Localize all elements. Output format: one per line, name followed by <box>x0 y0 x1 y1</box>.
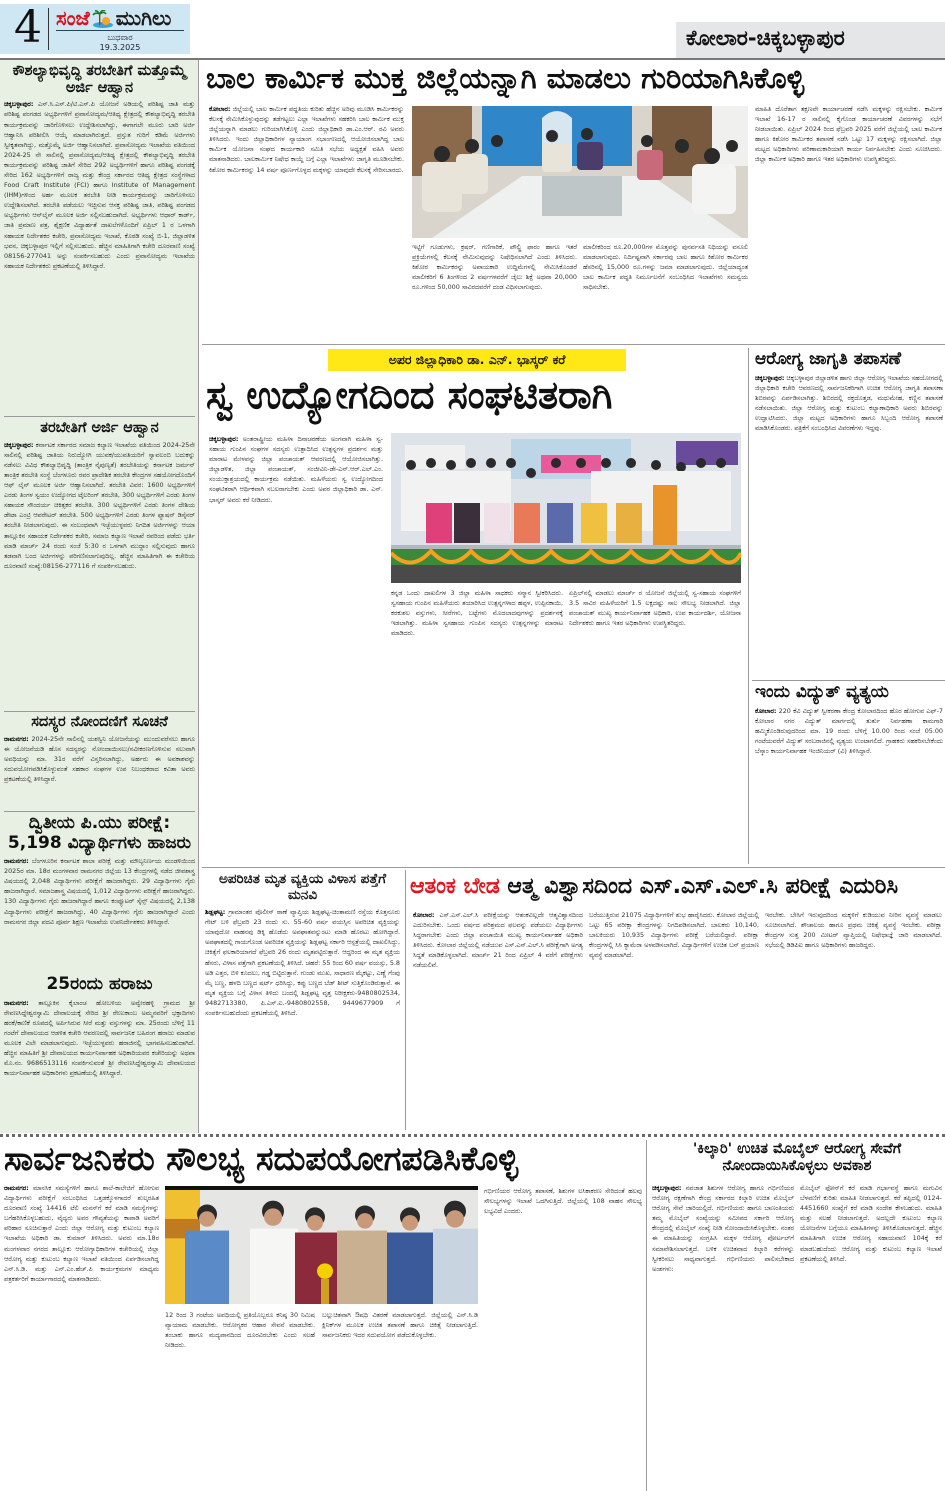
story-dateline: ಚಿಕ್ಕಬಳ್ಳಾಪುರ: <box>652 1184 682 1192</box>
sslc-column-1 <box>413 910 583 1126</box>
story-headline[interactable]: ಕೌಶಲ್ಯಾಭಿವೃದ್ಧಿ ತರಬೇತಿಗೆ ಮತ್ತೊಮ್ಮೆ ಅರ್ಜಿ ಆಹ್ವಾನ <box>12 63 187 96</box>
story-body <box>755 706 943 856</box>
public-facility-headline[interactable]: ಸಾರ್ವಜನಿಕರು ಸೌಲಭ್ಯ ಸದುಪಯೋಗಪಡಿಸಿಕೊಳ್ಳಿ <box>4 1139 519 1178</box>
story-dateline: ಚಿಕ್ಕಬಳ್ಳಾಪುರ: <box>209 435 239 443</box>
paper-name-part2: ಮುಗಿಲು <box>115 6 172 30</box>
masthead <box>0 0 945 58</box>
story-column-3: ಏಪ್ರಿಲ್‌ನಲ್ಲಿ ಮಾಡಲು ಮಾರ್ಚ್ ರ ಯೋಜನೆ ಜಿಲ್ಲೆಯಲ್ಲಿ ಸ್ವ-ಸಹಾಯ ಸಂಘಗಳಿಗೆ 3.5 ಸಾವಿರ ಮಹಿಳೆಯರಿಗೆ 1.5 ಲಕ್ಷದಷ್ಟು ಸಾಲ ಸೌಲಭ್ಯ ನೀಡಲಾಗಿದೆ. ಜಿಲ್ಲಾ ಪಂಚಾಯತ್ ಮುಖ್ಯ ಕಾರ್ಯನಿರ್ವಾಹಕ ಅಧಿಕಾರಿ, ಉಪ ಕಾರ್ಯದರ್ಶಿ, ಯೋಜನಾ ನಿರ್ದೇಶಕರು ಹಾಗೂ ಇತರ ಅಧಿಕಾರಿಗಳು ಉಪಸ್ಥಿತರಿದ್ದರು. <box>569 589 741 628</box>
story-dateline: ಶಿಡ್ಲಘಟ್ಟ: <box>205 908 226 917</box>
issue-day: ಬುಧವಾರ <box>107 33 133 42</box>
story-body <box>4 440 195 718</box>
story-text: ಗ್ರಾಮಾಂತರ ಪೊಲೀಸ್ ಠಾಣೆ ವ್ಯಾಪ್ತಿಯ ಶಿಡ್ಲಘಟ್ಟ-ಚಿಂತಾಮಣಿ ರಸ್ತೆಯ ಕೊತ್ತನೂರು ಗೇಟ್ ಬಳಿ ಫೆಬ್ರವರಿ 23 ರಂದು ಸು. 55-60 ವರ್ಷ ವಯಸ್ಸಿನ ಅಪರಿಚಿತ ವ್ಯಕ್ತಿಯನ್ನು ಯಾವುದೋ ವಾಹನವು ಡಿಕ್ಕಿ ಹೊಡೆದು ಅಪಘಾತವನ್ನುಂಟು ಮಾಡಿ ಹೊರಟು ಹೋಗಿದ್ದಾರೆ. ಅಪಘಾತದಲ್ಲಿ ಗಾಯಗೊಂಡ ಅಪರಿಚಿತ ವ್ಯಕ್ತಿಯನ್ನು ಶಿಡ್ಲಘಟ್ಟ ಸರ್ಕಾರಿ ಆಸ್ಪತ್ರೆಯಲ್ಲಿ ದಾಖಲಿಸಿದ್ದು, ಚಿಕಿತ್ಸೆಗೆ ಫಲಕಾರಿಯಾಗದೆ ಫೆಬ್ರವರಿ 26 ರಂದು ಮೃತಪಟ್ಟಿರುತ್ತಾರೆ. ಆದ್ದರಿಂದ ಈ ಮೃತ ವ್ಯಕ್ತಿಯ ಹೆಸರು, ವಿಳಾಸ ಪತ್ತೆಗಾಗಿ ಪ್ರಕಟಣೆಯಲ್ಲಿ ತಿಳಿಸಿದೆ. ಚಹರೆ: 55 ರಿಂದ 60 ವರ್ಷ ವಯಸ್ಸು, 5.8 ಅಡಿ ಎತ್ತರ, ಬಿಳಿ ಕೂದಲು, ಗಡ್ಡ ಬಿಟ್ಟಿರುತ್ತಾನೆ. ಗುಂಡು ಮುಖ, ಸಾಧಾರಣ ಮೈಕಟ್ಟು, ಎಣ್ಣೆ ಗೆಂಪು ಮೈ ಬಣ್ಣ, ಹಳದಿ ಬಣ್ಣದ ಷರ್ಟ್ ಧರಿಸಿದ್ದು, ಕಪ್ಪು ಬಣ್ಣದ ಬೆಡ್ ಶೀಟ್ ಸುತ್ತಿಕೊಂಡಿರುತ್ತಾನೆ. ಈ ಮೃತ ವ್ಯಕ್ತಿಯ ಬಗ್ಗೆ ವಿಳಾಸ ತಿಳಿದು ಬಂದಲ್ಲಿ ಶಿಡ್ಲಘಟ್ಟ ವೃತ್ತ ನಿರೀಕ್ಷಕರು-9480802534, 9482713380, ಪಿ.ಎಸ್.ಐ.-9480802558, 9449677909 ಗೆ ಸಂಪರ್ಕಿಸಬಹುದೆಂದು ಪ್ರಕಟಣೆಯಲ್ಲಿ ತಿಳಿಸಿದೆ. <box>205 908 400 1017</box>
story-text: ತಾಲ್ಲೂಕಿನ ಕೈಲಾಂಚ ಹೋಬಳಿಯ ಅವ್ವೇರಹಳ್ಳಿ ಗ್ರಾಮದ ಶ್ರೀ ರೇವಣಸಿದ್ದೇಶ್ವರಸ್ವಾಮಿ ದೇವಾಲಯಕ್ಕೆ ಸೇರಿದ ಶ್ರೀ ರೇಣುಕಾಂಬ ಅಮ್ಮನವರಿಗೆ ಭಕ್ತಾದಿಗಳು ಹರಕೆ/ಕಾಣಿಕೆ ರೂಪದಲ್ಲಿ ಅರ್ಪಿಸಿರುವ ಸೀರೆ ಮತ್ತು ವಸ್ತುಗಳನ್ನು ಮಾ. 25ರಂದು ಬೆಳಿಗ್ಗೆ 11 ಗಂಟೆಗೆ ದೇವಾಲಯದ ಆಡಳಿತ ಕಚೇರಿ ಆವರಣದಲ್ಲಿ ಸಾರ್ವಜನಿಕ ಬಹಿರಂಗ ಹರಾಜು ಮಾಡುವ ಮೂಲಕ ವಿಲೇ ಮಾಡಲಾಗುವುದು. ಇಚ್ಛೆಯುಳ್ಳವರು ಹರಾಜಿನಲ್ಲಿ ಭಾಗವಹಿಸಬಹುದಾಗಿದೆ. ಹೆಚ್ಚಿನ ಮಾಹಿತಿಗೆ ಶ್ರೀ ದೇವಾಲಯದ ಕಾರ್ಯನಿರ್ವಾಹಕ ಅಧಿಕಾರಿಯವರ ಕಚೇರಿಯನ್ನು ಅಥವಾ ಮೊ.ನಂ. 9686513116 ಸಂಪರ್ಕಿಸುವಂತೆ ಶ್ರೀ ರೇವಣಸಿದ್ದೇಶ್ವರಸ್ವಾಮಿ ದೇವಾಲಯದ ಕಾರ್ಯನಿರ್ವಾಹಕ ಅಧಿಕಾರಿಗಳು ಪ್ರಕಟಣೆಯಲ್ಲಿ ತಿಳಿಸಿದ್ದಾರೆ. <box>4 998 195 1078</box>
newspaper-logo[interactable] <box>56 6 171 30</box>
inauguration-image <box>165 1190 478 1304</box>
divider <box>748 348 749 864</box>
sidebar-story-training-application <box>4 420 195 718</box>
story-dateline: ಕೋಲಾರ: <box>413 911 435 919</box>
power-outage-story <box>755 683 943 856</box>
sslc-column-3: ಇರಬೇಕು. ಬೇಸಿಗೆ ಇರುವುದರಿಂದ ಮಕ್ಕಳಿಗೆ ಕುಡಿಯುವ ನೀರಿನ ವ್ಯವಸ್ಥೆ ಮಾಡಲು ಸೂಚಿಸಲಾಗಿದೆ. ಶೌಚಾಲಯ ಹಾಗೂ ಪ್ರಥಮ ಚಿಕಿತ್ಸೆ ವ್ಯವಸ್ಥೆ ಇರಬೇಕು. ಪರೀಕ್ಷಾ ಕೇಂದ್ರಗಳ ಸುತ್ತ 200 ಮೀಟರ್ ವ್ಯಾಪ್ತಿಯಲ್ಲಿ ನಿಷೇಧಾಜ್ಞೆ ಜಾರಿ ಮಾಡಲಾಗಿದೆ. ಸಭೆಯಲ್ಲಿ ಡಿಡಿಪಿಐ ಹಾಗೂ ಅಧಿಕಾರಿಗಳು ಹಾಜರಿದ್ದರು. <box>765 911 942 950</box>
story-headline[interactable]: ಇಂದು ವಿದ್ಯುತ್ ವ್ಯತ್ಯಯ <box>755 682 889 702</box>
story-dateline: ಕೋಲಾರ: <box>755 706 777 715</box>
story-column-2: ಕನ್ನಡ ಒಂದು ದಾಖಲಿಗಳ 3 ಜಿಲ್ಲಾ ಮಹಿಳಾ ಸಾಧಕರು ಸನ್ಮಾನ ಸ್ವೀಕರಿಸಿದರು. ಸ್ವಸಹಾಯ ಗುಂಪಿನ ಮಹಿಳೆಯರು ತಯಾರಿಸಿದ ಉತ್ಪನ್ನಗಳಾದ ಹಪ್ಪಳ, ಉಪ್ಪಿನಕಾಯಿ, ಕರಕುಶಲ ವಸ್ತುಗಳು, ಸೀರೆಗಳು, ಬಟ್ಟೆಗಳು ಮೊದಲಾದವುಗಳನ್ನು ಪ್ರದರ್ಶನಕ್ಕೆ ಇಡಲಾಗಿತ್ತು. ಮಹಿಳಾ ಸ್ವಸಹಾಯ ಗುಂಪಿನ ಸದಸ್ಯರು ಉತ್ಪನ್ನಗಳನ್ನು ಮಾರಾಟ ಮಾಡಿದರು. <box>391 589 563 638</box>
story-dateline: ಚಿಕ್ಕಬಳ್ಳಾಪುರ: <box>4 440 34 449</box>
region-title: ಕೋಲಾರ-ಚಿಕ್ಕಬಳ್ಳಾಪುರ <box>686 26 845 50</box>
lead-story-column-1 <box>209 104 404 342</box>
sidebar-story-auction <box>4 975 195 1128</box>
unknown-body-story <box>205 872 400 1087</box>
divider <box>4 811 195 812</box>
lead-story-column-4: ಮಾಹಿತಿ ದೊರೆತಾಗ ತಕ್ಷಣವೇ ಕಾರ್ಯಾಚರಣೆ ನಡೆಸಿ ಮಕ್ಕಳನ್ನು ರಕ್ಷಿಸಬೇಕು. ಕಾರ್ಮಿಕ ಇಲಾಖೆ 16-17 ರ ಸಾಲಿನಲ್ಲಿ ಕೈಗೊಂಡ ಕಾರ್ಯಾಚರಣೆ ವಿವರಗಳನ್ನು ಸಭೆಗೆ ನೀಡಲಾಯಿತು. ಏಪ್ರಿಲ್ 2024 ರಿಂದ ಫೆಬ್ರವರಿ 2025 ವರೆಗೆ ಜಿಲ್ಲೆಯಲ್ಲಿ ಬಾಲ ಕಾರ್ಮಿಕ ಹಾಗೂ ಕಿಶೋರ ಕಾರ್ಮಿಕರ ತಪಾಸಣೆ ನಡೆಸಿ ಒಟ್ಟು 17 ಮಕ್ಕಳನ್ನು ರಕ್ಷಿಸಲಾಗಿದೆ. ಜಿಲ್ಲಾ ಮಟ್ಟದ ಅಧಿಕಾರಿಗಳು ಪರಿಣಾಮಕಾರಿಯಾಗಿ ಕಾರ್ಯ ನಿರ್ವಹಿಸಬೇಕು ಎಂದು ಸೂಚಿಸಿದರು. ಜಿಲ್ಲಾ ಕಾರ್ಮಿಕ ಅಧಿಕಾರಿ ಹಾಗೂ ಇತರ ಅಧಿಕಾರಿಗಳು ಉಪಸ್ಥಿತರಿದ್ದರು. <box>755 105 942 164</box>
divider <box>646 1140 647 1491</box>
story-dateline: ರಾಮನಗರ: <box>4 998 29 1007</box>
sidebar-story-skill-training <box>4 63 195 414</box>
women-group-photo <box>391 433 741 583</box>
divider <box>4 416 195 417</box>
lamp-lighting-photo <box>165 1186 478 1304</box>
masthead-divider <box>48 8 49 50</box>
page-number: 4 <box>14 2 42 53</box>
lead-story <box>206 62 945 95</box>
kicker-banner: ಅಪರ ಜಿಲ್ಲಾಧಿಕಾರಿ ಡಾ. ಎನ್. ಭಾಸ್ಕರ್ ಕರೆ <box>328 349 626 371</box>
story-text: ಮಾನಸಿಕ ಸಮಸ್ಯೆಗಳಿಗೆ ಹಾಗೂ ಶಾಲೆ-ಕಾಲೇಜಿಗೆ ಹೋಗುವ ವಿದ್ಯಾರ್ಥಿಗಳು ಪರೀಕ್ಷೆಗೆ ಸಂಬಂಧಿಸಿದ ಒತ್ತಡಕ್ಕೊಳಗಾದರೆ ಶುಲ್ಕರಹಿತ ದೂರವಾಣಿ ಸಂಖ್ಯೆ 14416 ಟೆಲಿ ಮನಸ್‌ಗೆ ಕರೆ ಮಾಡಿ ಸಮಸ್ಯೆಗಳನ್ನು ಬಗೆಹರಿಸಿಕೊಳ್ಳಬಹುದು, ವೈದ್ಯರು ಅವರ ಗೌಪ್ಯತೆಯನ್ನು ಕಾಪಾಡಿ ಅವರಿಗೆ ಪರಿಹಾರ ಸೂಚಿಸುತ್ತಾರೆ ಎಂದು ಜಿಲ್ಲಾ ಆರೋಗ್ಯ ಮತ್ತು ಕುಟುಂಬ ಕಲ್ಯಾಣ ಇಲಾಖೆಯ ಅಧಿಕಾರಿ ಡಾ. ಕುಮಾರ್ ತಿಳಿಸಿದರು. ಅವರು ಮಾ.18ರ ಮಂಗಳವಾರ ನಗರದ ತಾಲ್ಲೂಕು ಆರೋಗ್ಯಾಧಿಕಾರಿಗಳ ಕಚೇರಿಯಲ್ಲಿ ಜಿಲ್ಲಾ ಆರೋಗ್ಯ ಮತ್ತು ಕುಟುಂಬ ಕಲ್ಯಾಣ ಇಲಾಖೆ ವತಿಯಿಂದ ಏರ್ಪಡಿಸಲಾಗಿದ್ದ ಎನ್.ಸಿ.ಡಿ. ಮತ್ತು ಎನ್.ಎಂ.ಹೆಚ್.ಪಿ ಕಾರ್ಯಕ್ರಮಗಳ ಮಾಧ್ಯಮ ಪತ್ರಕರ್ತರಿಗೆ ಕಾರ್ಯಾಗಾರದಲ್ಲಿ ಮಾತನಾಡಿದರು. <box>4 1184 159 1283</box>
divider <box>4 711 195 712</box>
divider <box>752 680 945 681</box>
lead-headline[interactable]: ಬಾಲ ಕಾರ್ಮಿಕ ಮುಕ್ತ ಜಿಲ್ಲೆಯನ್ನಾಗಿ ಮಾಡಲು ಗುರಿಯಾಗಿಸಿಕೊಳ್ಳಿ <box>206 61 805 95</box>
divider <box>405 870 406 1130</box>
story-text: 220 ಕೆವಿ ವಿದ್ಯುತ್ ಸ್ವೀಕರಣಾ ಕೇಂದ್ರ ಕೋಲಾರದಿಂದ ಹೊರ ಹೋಗುವ ಎಫ್-7 ಕೋಲಾರ ನಗರ ವಿದ್ಯುತ್ ಮಾರ್ಗದಲ್ಲಿ ತುರ್ತು ನಿರ್ವಹಣಾ ಕಾಮಗಾರಿ ಹಮ್ಮಿಕೊಂಡಿರುವುದರಿಂದ ಮಾ. 19 ರಂದು ಬೆಳಿಗ್ಗೆ 10.00 ರಿಂದ ಸಂಜೆ 05.00 ಗಂಟೆಯವರೆಗೆ ವಿದ್ಯುತ್ ಸರಬರಾಜಿನಲ್ಲಿ ವ್ಯತ್ಯಯ ಉಂಟಾಗಲಿದೆ. ಗ್ರಾಹಕರು ಸಹಕರಿಸಬೇಕೆಂದು ಬೆಸ್ಕಾಂ ಕಾರ್ಯನಿರ್ವಾಹಕ ಇಂಜಿನಿಯರ್ (ವಿ) ತಿಳಿಸಿದ್ದಾರೆ. <box>755 706 943 755</box>
meeting-photo <box>412 106 748 238</box>
health-awareness-story <box>755 350 943 673</box>
story-text: ಬೆಂಗಳೂರಿನ ಕರ್ನಾಟಕ ಶಾಲಾ ಪರೀಕ್ಷೆ ಮತ್ತು ಮೌಲ್ಯನಿರ್ಣಯ ಮಂಡಳಿಯಿಂದ 2025ರ ಮಾ. 18ರ ಮಂಗಳವಾರ ರಾಮನಗರ ಜಿಲ್ಲೆಯ 13 ಕೇಂದ್ರಗಳಲ್ಲಿ ನಡೆದ ಜೀವಶಾಸ್ತ್ರ ವಿಷಯದಲ್ಲಿ 2,048 ವಿದ್ಯಾರ್ಥಿಗಳು ಪರೀಕ್ಷೆಗೆ ಹಾಜರಾಗಿದ್ದರು. 29 ವಿದ್ಯಾರ್ಥಿಗಳು ಗೈರು ಹಾಜರಾಗಿದ್ದಾರೆ. ಸಮಾಜಶಾಸ್ತ್ರ ವಿಷಯದಲ್ಲಿ 1,012 ವಿದ್ಯಾರ್ಥಿಗಳು ಪರೀಕ್ಷೆಗೆ ಹಾಜರಾಗಿದ್ದರು. 130 ವಿದ್ಯಾರ್ಥಿಗಳು ಗೈರು ಹಾಜರಾಗಿದ್ದಾರೆ ಹಾಗೂ ಕಂಪ್ಯೂಟರ್ ಸೈನ್ಸ್ ವಿಷಯದಲ್ಲಿ 2,138 ವಿದ್ಯಾರ್ಥಿಗಳು ಪರೀಕ್ಷೆಗೆ ಹಾಜರಾಗಿದ್ದು, 40 ವಿದ್ಯಾರ್ಥಿಗಳು ಗೈರು ಹಾಜರಾಗಿದ್ದಾರೆ ಎಂದು ರಾಮನಗರ ಜಿಲ್ಲಾ ಪದವಿ ಪೂರ್ವ ಶಿಕ್ಷಣ ಇಲಾಖೆಯ ಉಪನಿರ್ದೇಶಕರು ತಿಳಿಸಿದ್ದಾರೆ. <box>4 857 195 926</box>
palm-tree-sunset-icon <box>92 10 114 28</box>
story-text: 2024-25ನೇ ಸಾಲಿನಲ್ಲಿ ಯಶಸ್ವಿನಿ ಯೋಜನೆಯನ್ನು ಮುಂದುವರೆಸಲು ಹಾಗೂ ಈ ಯೋಜನೆಯಡಿ ಹೊಸ ಸದಸ್ಯರನ್ನು ನೋಂದಾಯಿಸಲು/ನವೀಕರಣಗೊಳಿಸುವ ಸಲುವಾಗಿ ಅವಧಿಯನ್ನು ಮಾ. 31ರ ವರೆಗೆ ವಿಸ್ತರಿಸಲಾಗಿದ್ದು, ಅರ್ಹರು ಈ ಅವಕಾಶವನ್ನು ಸದುಪಯೋಗಪಡಿಸಿಕೊಳ್ಳುವಂತೆ ಸಹಕಾರ ಸಂಘಗಳ ಉಪ ನಿಬಂಧಕರಾದ ಕವಿತಾ ಅವರು ಪ್ರಕಟಣೆಯಲ್ಲಿ ತಿಳಿಸಿದ್ದಾರೆ. <box>4 734 195 784</box>
story-text: ಎಸ್.ಎಸ್.ಎಲ್.ಸಿ ಪರೀಕ್ಷೆಯನ್ನು ಆತಂಕವಿಲ್ಲದೇ ಆತ್ಮವಿಶ್ವಾಸದಿಂದ ಎದುರಿಸಬೇಕು. ಒಂದು ವರ್ಷದ ಪರಿಶ್ರಮದ ಫಲವನ್ನು ಪಡೆಯಲು ವಿದ್ಯಾರ್ಥಿಗಳು ಸಿದ್ಧರಾಗಬೇಕು ಎಂದು ಜಿಲ್ಲಾ ಪಂಚಾಯಿತಿ ಮುಖ್ಯ ಕಾರ್ಯನಿರ್ವಾಹಕ ಅಧಿಕಾರಿ ತಿಳಿಸಿದರು. ಕೋಲಾರ ಜಿಲ್ಲೆಯಲ್ಲಿ ನಡೆಯುವ ಎಸ್.ಎಸ್.ಎಲ್.ಸಿ ಪರೀಕ್ಷೆಗಾಗಿ ಅಗತ್ಯ ಸಿದ್ಧತೆ ಮಾಡಿಕೊಳ್ಳಲಾಗಿದೆ. ಮಾರ್ಚ್ 21 ರಿಂದ ಏಪ್ರಿಲ್ 4 ವರೆಗೆ ಪರೀಕ್ಷೆಗಳು ನಡೆಯಲಿವೆ. <box>413 911 583 970</box>
story-headline[interactable]: 25ರಂದು ಹರಾಜು <box>46 974 153 994</box>
story-headline[interactable]: ದ್ವಿತೀಯ ಪಿ.ಯು ಪರೀಕ್ಷೆ: 5,198 ವಿದ್ಯಾರ್ಥಿಗಳು ಹಾಜರು <box>7 813 192 853</box>
story-body <box>4 734 195 814</box>
story-text: ಜಿಲ್ಲೆಯಲ್ಲಿ ಬಾಲ ಕಾರ್ಮಿಕ ಪದ್ಧತಿಯ ಕುರಿತು ಹೆಚ್ಚಿನ ಅರಿವು ಮೂಡಿಸಿ ಕಾರ್ಮಿಕರನ್ನು ಕೆಲಸಕ್ಕೆ ನೇಮಿಸಿಕೊಳ್ಳುವುದನ್ನು ತಡೆಗಟ್ಟಲು ಎಲ್ಲಾ ಇಲಾಖೆಗಳು ಸಹಕರಿಸಿ ಬಾಲ ಕಾರ್ಮಿಕ ಮುಕ್ತ ಜಿಲ್ಲೆಯನ್ನಾಗಿ ಮಾಡಲು ಗುರಿಯಾಗಿಸಿಕೊಳ್ಳಿ ಎಂದು ಜಿಲ್ಲಾಧಿಕಾರಿ ಡಾ.ಎಂ.ಆರ್. ರವಿ ಅವರು ತಿಳಿಸಿದರು. ಇಂದು ಜಿಲ್ಲಾಧಿಕಾರಿಗಳ ನ್ಯಾಯಾಂಗ ಸಭಾಂಗಣದಲ್ಲಿ ಆಯೋಜಿಸಲಾಗಿದ್ದ ಬಾಲ ಕಾರ್ಮಿಕ ಯೋಜನಾ ಸಂಘದ ಕಾರ್ಯಕಾರಿ ಸಮಿತಿ ಸಭೆಯ ಅಧ್ಯಕ್ಷತೆ ವಹಿಸಿ ಅವರು ಮಾತನಾಡಿದರು. ಬಾಲಕಾರ್ಮಿಕ ನಿಷೇಧ ಕಾಯ್ದೆ ಬಗ್ಗೆ ಎಲ್ಲಾ ಇಲಾಖೆಗಳು ಜಾಗೃತಿ ಮೂಡಿಸಬೇಕು. ಕಿಶೋರ ಕಾರ್ಮಿಕರನ್ನು 14 ವರ್ಷ ಪೂರ್ಣಗೊಳ್ಳದ ಮಕ್ಕಳನ್ನು ಯಾವುದೇ ಕೆಲಸಕ್ಕೆ ಸೇರಿಸಬಾರದು. <box>209 105 404 174</box>
divider <box>202 867 945 868</box>
story-dateline: ಚಿಕ್ಕಬಳ್ಳಾಪುರ: <box>755 373 785 382</box>
lead-story-column-2: ಇಟ್ಟಿಗೆ ಗೂಡುಗಳು, ಕ್ರಷರ್, ಗಣಿಗಾರಿಕೆ, ಪೌಲ್ಟ್ರಿ ಫಾರಂ ಹಾಗೂ ಇತರೆ ಪ್ರಕ್ರಿಯೆಗಳಲ್ಲಿ ಕೆಲಸಕ್ಕೆ ನೇಮಿಸುವುದನ್ನು ನಿಷೇಧಿಸಲಾಗಿದೆ ಎಂದು ತಿಳಿಸಿದರು. ಕಿಶೋರ ಕಾರ್ಮಿಕರನ್ನು ಅಪಾಯಕಾರಿ ಉದ್ದಿಮೆಗಳಲ್ಲಿ ನೇಮಿಸಿಕೊಂಡರೆ ಮಾಲೀಕರಿಗೆ 6 ತಿಂಗಳಿಂದ 2 ವರ್ಷಗಳವರೆಗೆ ಜೈಲು ಶಿಕ್ಷೆ ಅಥವಾ 20,000 ರೂ.ಗಳಿಂದ 50,000 ಸಾವಿರದವರೆಗೆ ದಂಡ ವಿಧಿಸಲಾಗುವುದು. <box>412 243 577 292</box>
facility-column-3: ಬಲ್ಲುಚಿತವಾಗಿ ಔಷಧಿ ವಿತರಣೆ ಮಾಡಲಾಗುತ್ತದೆ. ಜಿಲ್ಲೆಯಲ್ಲಿ ಎನ್.ಸಿ.ಡಿ ಕ್ಲಿನಿಕ್‌ಗಳ ಮೂಲಕ ಉಚಿತ ತಪಾಸಣೆ ಹಾಗೂ ಚಿಕಿತ್ಸೆ ನೀಡಲಾಗುತ್ತಿದೆ. ಸಾರ್ವಜನಿಕರು ಇದರ ಸದುಪಯೋಗ ಪಡೆದುಕೊಳ್ಳಬೇಕು. <box>322 1311 478 1340</box>
headline-red-part: ಆತಂಕ ಬೇಡ <box>410 874 500 899</box>
story-body <box>755 373 943 673</box>
issue-date: 19.3.2025 <box>99 43 141 52</box>
divider <box>202 344 945 345</box>
story-headline[interactable]: ಸ್ವ ಉದ್ಯೋಗದಿಂದ ಸಂಘಟಿತರಾಗಿ <box>206 373 613 417</box>
story-body <box>205 907 400 1087</box>
felicitation-event-image <box>391 433 741 583</box>
headline-black-part: ಆತ್ಮ ವಿಶ್ವಾಸದಿಂದ ಎಸ್.ಎಸ್.ಎಲ್.ಸಿ ಪರೀಕ್ಷೆ ಎದುರಿಸಿ <box>507 874 899 899</box>
story-body <box>4 856 195 978</box>
dotted-divider <box>0 1134 945 1137</box>
kilkari-column-2: ಮೊಬೈಲ್ ಫೋನ್‌ಗೆ ಕರೆ ಮಾಡಿ ಗರ್ಭಾವಸ್ಥೆ ಹಾಗೂ ಮಗುವಿನ ಬೆಳವಣಿಗೆ ಕುರಿತು ಮಾಹಿತಿ ನೀಡಲಾಗುತ್ತದೆ. ಕರೆ ತಪ್ಪಿದಲ್ಲಿ 0124-4451660 ಸಂಖ್ಯೆಗೆ ಕರೆ ಮಾಡಿ ಸಂದೇಶ ಕೇಳಬಹುದು. ಮಾಹಿತಿ ಮತ್ತು ಸಲಹೆ ನೀಡಲಾಗುತ್ತದೆ. ಅದಲ್ಲದೇ ಕುಟುಂಬ ಕಲ್ಯಾಣ ಯೋಜನೆಗಳ ಬಗ್ಗೆಯೂ ಮಾಹಿತಿಗಳನ್ನು ತಿಳಿಸಿಕೊಡಲಾಗುತ್ತದೆ. ಹೆಚ್ಚಿನ ಮಾಹಿತಿಗಾಗಿ ಉಚಿತ ಆರೋಗ್ಯ ಸಹಾಯವಾಣಿ 104ಕ್ಕೆ ಕರೆ ಮಾಡಬಹುದೆಂದು ಆರೋಗ್ಯ ಮತ್ತು ಕುಟುಂಬ ಕಲ್ಯಾಣ ಇಲಾಖೆ ಪ್ರಕಟಣೆಯಲ್ಲಿ ತಿಳಿಸಿದೆ. <box>800 1184 942 1263</box>
story-column-1 <box>209 434 383 864</box>
sslc-column-2: ಬರೆಯುತ್ತಿರುವ 21075 ವಿದ್ಯಾರ್ಥಿಗಳಿಗೆ ಶುಭ ಹಾರೈಸಿದರು. ಕೋಲಾರ ಜಿಲ್ಲೆಯಲ್ಲಿ ಒಟ್ಟು 65 ಪರೀಕ್ಷಾ ಕೇಂದ್ರಗಳನ್ನು ನಿಗದಿಪಡಿಸಲಾಗಿದೆ. ಬಾಲಕರು 10,140, ಬಾಲಕಿಯರು 10,935 ವಿದ್ಯಾರ್ಥಿಗಳು ಪರೀಕ್ಷೆ ಬರೆಯಲಿದ್ದಾರೆ. ಪರೀಕ್ಷಾ ಕೇಂದ್ರಗಳಲ್ಲಿ ಸಿಸಿ ಕ್ಯಾಮೆರಾ ಅಳವಡಿಸಲಾಗಿದೆ. ವಿದ್ಯಾರ್ಥಿಗಳಿಗೆ ಉಚಿತ ಬಸ್ ಪ್ರಯಾಣ ವ್ಯವಸ್ಥೆ ಮಾಡಲಾಗಿದೆ. <box>589 911 759 960</box>
facility-column-4: ಗರ್ಭಿಣಿಯರ ಆರೋಗ್ಯ ತಪಾಸಣೆ, ಶಿಶುಗಳ ಲಸಿಕಾಕರಣ ಸೇರಿದಂತೆ ಹಲವು ಸೌಲಭ್ಯಗಳನ್ನು ಇಲಾಖೆ ಒದಗಿಸುತ್ತಿದೆ. ಜಿಲ್ಲೆಯಲ್ಲಿ 108 ವಾಹನ ಸೌಲಭ್ಯ ಲಭ್ಯವಿದೆ ಎಂದರು. <box>484 1187 642 1216</box>
facility-column-2: 12 ರಿಂದ 3 ಗಂಟೆಯ ಅವಧಿಯಲ್ಲಿ ಪ್ರತಿಯೊಬ್ಬರೂ ಕನಿಷ್ಠ 30 ನಿಮಿಷ ವ್ಯಾಯಾಮ ಮಾಡಬೇಕು. ಆರೋಗ್ಯಕರ ಆಹಾರ ಸೇವನೆ ಮಾಡಬೇಕು. ತಂಬಾಕು ಹಾಗೂ ಮದ್ಯಪಾನದಿಂದ ದೂರವಿರಬೇಕು ಎಂದು ಸಲಹೆ ನೀಡಿದರು. <box>165 1311 315 1350</box>
story-body <box>4 998 195 1128</box>
sidebar-story-member-registration <box>4 714 195 814</box>
story-dateline: ಕೋಲಾರ: <box>209 105 231 113</box>
lead-story-column-3: ಮಾಲೀಕರಿಂದ ರೂ.20,000ಗಳ ಮೊತ್ತವನ್ನು ಪುನರ್ವಸತಿ ನಿಧಿಯನ್ನು ವಸೂಲಿ ಮಾಡಲಾಗುವುದು. ನಿರ್ದಿಷ್ಟವಾಗಿ ಸರ್ಕಾರವು ಬಾಲ ಹಾಗೂ ಕಿಶೋರ ಕಾರ್ಮಿಕರ ಹೆಸರಿನಲ್ಲಿ 15,000 ರೂ.ಗಳನ್ನು ಜಮಾ ಮಾಡಲಾಗುವುದು. ಜಿಲ್ಲೆಯಾದ್ಯಂತ ಬಾಲ ಕಾರ್ಮಿಕ ಪದ್ಧತಿ ನಿರ್ಮೂಲನೆಗೆ ಸಂಬಂಧಿಸಿದ ಇಲಾಖೆಗಳು ಸಮನ್ವಯ ಸಾಧಿಸಬೇಕು. <box>583 243 748 292</box>
kilkari-column-1 <box>652 1183 794 1488</box>
story-text: ಕರ್ನಾಟಕ ಸರ್ಕಾರದ ಸಮಾಜ ಕಲ್ಯಾಣ ಇಲಾಖೆಯ ವತಿಯಿಂದ 2024-25ನೇ ಸಾಲಿನಲ್ಲಿ ಪರಿಶಿಷ್ಟ ಜಾತಿಯ ನಿರುದ್ಯೋಗಿ ಯುವಕ/ಯುವತಿಯರಿಗೆ ಸ್ವಾವಲಂಬಿ ಬದುಕನ್ನು ನಡೆಸಲು ವಿವಿಧ ಕೌಶಲ್ಯಾಭಿವೃದ್ಧಿ (ತಾಂತ್ರಿಕ ನೈಪುಣ್ಯತೆ) ತರಬೇತಿಯನ್ನು ಕರ್ನಾಟಕ ಜರ್ಮನ್ ತಾಂತ್ರಿಕ ತರಬೇತಿ ಸಂಸ್ಥೆ ಬೆಂಗಳೂರು ರವರ ಪ್ರಾದೇಶಿಕ ತರಬೇತಿ ಕೇಂದ್ರಗಳ ಸಹಯೋಗದೊಂದಿಗೆ ಆಫ್ ಲೈನ್ ಮೂಲಕ ಅರ್ಜಿ ಆಹ್ವಾನಿಸಲಾಗಿದೆ. ತರಬೇತಿ ವಿವರ: 1600 ಅಭ್ಯರ್ಥಿಗಳಿಗೆ ಎರಡು ತಿಂಗಳ ಸ್ವಯಂ ಉದ್ಯೋಗದ ಟೈಲರಿಂಗ್ ತರಬೇತಿ, 300 ಅಭ್ಯರ್ಥಿಗಳಿಗೆ ಎರಡು ತಿಂಗಳ ಸಹಾಯಕ ಸೌಂದರ್ಯ ಚಿಕಿತ್ಸಕರ ತರಬೇತಿ. 300 ಅಭ್ಯರ್ಥಿಗಳಿಗೆ ಎರಡು ತಿಂಗಳ ದೇಶಿಯ ಡೇಟಾ ಎಂಟ್ರಿ ಆಪರೇಟರ್ ತರಬೇತಿ. 500 ಅಭ್ಯರ್ಥಿಗಳಿಗೆ ಎರಡು ತಿಂಗಳ ಫ್ಯಾಷನ್ ಡಿಸೈನರ್ ತರಬೇತಿ ನೀಡಲಾಗುವುದು. ಈ ಸಂಬಂಧವಾಗಿ ಇಚ್ಛೆಯುಳ್ಳವರು ನಿಗದಿತ ಅರ್ಜಿಗಳನ್ನು ಆಯಾ ತಾಲ್ಲೂಕಿನ ಸಹಾಯಕ ನಿರ್ದೇಶಕರ ಕಚೇರಿ, ಸಮಾಜ ಕಲ್ಯಾಣ ಇಲಾಖೆ ರವರಿಂದ ಪಡೆದು ಭರ್ತಿ ಮಾಡಿ ಮಾರ್ಚ್ 24 ರಂದು ಸಂಜೆ 5:30 ರ ಒಳಗಾಗಿ ಮುದ್ದಾಂ ಸಲ್ಲಿಸುವುದು ಹಾಗೂ ತಡವಾಗಿ ಬಂದ ಅರ್ಜಿಗಳನ್ನು ಪರಿಗಣಿಸಲಾಗುವುದಿಲ್ಲ. ಹೆಚ್ಚಿನ ಮಾಹಿತಿಗಾಗಿ ಈ ಕಚೇರಿಯ ದೂರವಾಣಿ ಸಂಖ್ಯೆ:08156-277116 ಗೆ ಸಂಪರ್ಕಿಸಬಹುದು. <box>4 440 195 570</box>
story-headline[interactable]: ಅಪರಿಚಿತ ಮೃತ ವ್ಯಕ್ತಿಯ ವಿಳಾಸ ಪತ್ತೆಗೆ ಮನವಿ <box>218 871 387 903</box>
sslc-headline[interactable] <box>410 874 945 899</box>
story-dateline: ರಾಮನಗರ: <box>4 1184 29 1192</box>
facility-column-1 <box>4 1183 159 1488</box>
conference-room-image <box>412 106 748 238</box>
sidebar-story-puc-exam <box>4 814 195 978</box>
story-dateline: ಚಿಕ್ಕಬಳ್ಳಾಪುರ: <box>4 100 34 109</box>
masthead-rule <box>56 30 184 31</box>
story-dateline: ರಾಮನಗರ: <box>4 734 29 743</box>
kilkari-headline[interactable]: 'ಕಿಲ್ಕಾರಿ' ಉಚಿತ ಮೊಬೈಲ್ ಆರೋಗ್ಯ ಸೇವೆಗೆ ನೋಂದಾಯಿಸಿಕೊಳ್ಳಲು ಅವಕಾಶ <box>692 1141 902 1174</box>
paper-name-part1: ಸಂಜೆ <box>56 6 90 30</box>
story-body <box>4 99 195 414</box>
story-text: ನವಜಾತ ಶಿಶುಗಳ ಆರೋಗ್ಯ ಹಾಗೂ ಗರ್ಭಿಣಿಯರ ಆರೋಗ್ಯ ರಕ್ಷಣೆಗಾಗಿ ಕೇಂದ್ರ ಸರ್ಕಾರದ ಕಿಲ್ಕಾರಿ ಉಚಿತ ಮೊಬೈಲ್ ಆರೋಗ್ಯ ಸೇವೆ ಜಾರಿಯಲ್ಲಿದೆ. ಗರ್ಭಿಣಿಯರು ಹಾಗೂ ಬಾಣಂತಿಯರು ತಮ್ಮ ಮೊಬೈಲ್ ಸಂಖ್ಯೆಯನ್ನು ಸಮೀಪದ ಸರ್ಕಾರಿ ಆರೋಗ್ಯ ಕೇಂದ್ರದಲ್ಲಿ ಮೊಬೈಲ್ ಸಂಖ್ಯೆ ನೀಡಿ ನೋಂದಾಯಿಸಿಕೊಳ್ಳಬೇಕು. ನಂತರ ಈ ಮಾಹಿತಿಯನ್ನು ಸಂಗ್ರಹಿಸಿ ಮಕ್ಕಳ ಆರೋಗ್ಯ ಪೋರ್ಟಲ್‌ಗೆ ಸಮಾವೇಶಿಸಲಾಗುತ್ತದೆ. ಬಳಿಕ ಉಚಿತವಾದ ಕಿಲ್ಕಾರಿ ಕರೆಗಳನ್ನು ಸ್ವೀಕರಿಸಲು ಸಾಧ್ಯವಾಗುತ್ತದೆ. ಗರ್ಭಿಣಿಯರು ಪಾಲಿಸಬೇಕಾದ ಅಂಶಗಳು: <box>652 1184 794 1273</box>
story-headline[interactable]: ಸದಸ್ಯರ ನೋಂದಣಿಗೆ ಸೂಚನೆ <box>31 714 168 730</box>
story-text: ಎಸ್.ಸಿ.ಎಸ್.ಪಿ/ಟಿ.ಎಸ್.ಪಿ ಯೋಜನೆ ಅಡಿಯಲ್ಲಿ ಪರಿಶಿಷ್ಟ ಜಾತಿ ಮತ್ತು ಪರಿಶಿಷ್ಟ ಪಂಗಡದ ಅಭ್ಯರ್ಥಿಗಳಿಗೆ ಪ್ರವಾಸೋದ್ಯಮ/ಆತಿಥ್ಯ ಕ್ಷೇತ್ರದಲ್ಲಿ ಕೌಶಲ್ಯಾಭಿವೃದ್ಧಿ ತರಬೇತಿ ಕಾರ್ಯಕ್ರಮವನ್ನು ಜಾರಿಗೊಳಿಸಲು ಉದ್ದೇಶಿಸಲಾಗಿದ್ದು, ಈಗಾಗಲೇ ಮೂರು ಬಾರಿ ಅರ್ಜಿ ಆಹ್ವಾನಿಸಿ ಪರಿಶೀಲಿಸಿ ಆಯ್ಕೆ ಮಾಡಲಾಗಿರುತ್ತದೆ. ಪ್ರಸ್ತುತ ಗುರಿಗೆ ಕಡಿಮೆ ಅರ್ಜಿಗಳು ಸ್ವೀಕೃತವಾಗಿದ್ದು, ಮತ್ತೊಮ್ಮೆ ಅರ್ಜಿ ಆಹ್ವಾನಿಸಲಾಗಿದೆ. ಪ್ರವಾಸೋದ್ಯಮ ಇಲಾಖೆಯ ವತಿಯಿಂದ 2024-25 ನೇ ಸಾಲಿನಲ್ಲಿ ಪ್ರವಾಸೋದ್ಯಮ/ಆತಿಥ್ಯ ಕ್ಷೇತ್ರದಲ್ಲಿ ಕೌಶಲ್ಯಾಭಿವೃದ್ಧಿ ತರಬೇತಿ ಕಾರ್ಯಕ್ರಮವನ್ನು ಪರಿಶಿಷ್ಟ ಜಾತಿಗೆ ಸೇರಿದ 292 ಅಭ್ಯರ್ಥಿಗಳಿಗೆ ಹಾಗೂ ಪರಿಶಿಷ್ಟ ಪಂಗಡಕ್ಕೆ ಸೇರಿದ 162 ಅಭ್ಯರ್ಥಿಗಳಿಗೆ ರಾಜ್ಯ ಮತ್ತು ಕೇಂದ್ರ ಸರ್ಕಾರದ ಆತಿಥ್ಯ ಕ್ಷೇತ್ರದ ಸಂಸ್ಥೆಗಳಾದ Food Craft Institute (FCI) ಹಾಗೂ Institute of Management (IHM)ಗಳಿಂದ ಅರ್ಹ ಮೂಲಕ ತರಬೇತಿ ನೀಡಿ ಕಾರ್ಯಕ್ರಮವನ್ನು ಜಾರಿಗೊಳಿಸಲು ಉದ್ದೇಶಿಸಲಾಗಿದೆ. ತರಬೇತಿ ಪಡೆಯಲು ಇಚ್ಛಿಸುವ ಆಸಕ್ತ ಪರಿಶಿಷ್ಟ ಜಾತಿ, ಪರಿಶಿಷ್ಟ ಪಂಗಡದ ಅಭ್ಯರ್ಥಿಗಳು ಆನ್‌ಲೈನ್ ಮೂಲಕ ಅರ್ಜಿ ಸಲ್ಲಿಸಬಹುದಾಗಿದೆ. ಅಭ್ಯರ್ಥಿಗಳು ಆಧಾರ್ ಕಾರ್ಡ್, ಜಾತಿ ಪ್ರಮಾಣ ಪತ್ರ, ಶೈಕ್ಷಣಿಕ ವಿದ್ಯಾರ್ಹತೆ ದಾಖಲೆಗಳೊಂದಿಗೆ ಏಪ್ರಿಲ್ 1 ರ ಒಳಗಾಗಿ ಸಹಾಯಕ ನಿರ್ದೇಶಕರ ಕಚೇರಿ, ಪ್ರವಾಸೋದ್ಯಮ ಇಲಾಖೆ, ಕೊಠಡಿ ಸಂಖ್ಯೆ ಬಿ-1, ಜಿಲ್ಲಾಡಳಿತ ಭವನ, ಚಿಕ್ಕಬಳ್ಳಾಪುರ ಇಲ್ಲಿಗೆ ಸಲ್ಲಿಸಬಹುದು. ಹೆಚ್ಚಿನ ಮಾಹಿತಿಗಾಗಿ ಕಚೇರಿ ದೂರವಾಣಿ ಸಂಖ್ಯೆ 08156-277041 ಅನ್ನು ಸಂಪರ್ಕಿಸಬಹುದು ಎಂದು ಪ್ರವಾಸೋದ್ಯಮ ಇಲಾಖೆಯ ಸಹಾಯಕ ನಿರ್ದೇಶಕರು ಪ್ರಕಟಣೆಯಲ್ಲಿ ತಿಳಿಸಿದ್ದಾರೆ. <box>4 100 195 270</box>
story-headline[interactable]: ತರಬೇತಿಗೆ ಅರ್ಜಿ ಆಹ್ವಾನ <box>40 420 159 436</box>
story-text: ಅಂತರಾಷ್ಟ್ರೀಯ ಮಹಿಳಾ ದಿನಾಚರಣೆಯ ಅಂಗವಾಗಿ ಮಹಿಳಾ ಸ್ವ-ಸಹಾಯ ಗುಂಪಿನ ಸಂಘಗಳ ಸದಸ್ಯರು ಉತ್ಪಾದಿಸಿದ ಉತ್ಪನ್ನಗಳ ಪ್ರದರ್ಶನ ಮತ್ತು ಮಾರಾಟ ಮೇಳವನ್ನು ಜಿಲ್ಲಾ ಪಂಚಾಯತ್ ಆವರಣದಲ್ಲಿ ಆಯೋಜಿಸಲಾಗಿತ್ತು. ಜಿಲ್ಲಾಡಳಿತ, ಜಿಲ್ಲಾ ಪಂಚಾಯತ್, ಸಂಜೀವಿನಿ-ಡೇ-ಎನ್.ಆರ್.ಎಲ್.ಎಂ. ಸಂಯುಕ್ತಾಶ್ರಯದಲ್ಲಿ ಕಾರ್ಯಕ್ರಮ ನಡೆಯಿತು. ಮಹಿಳೆಯರು ಸ್ವ ಉದ್ಯೋಗದಿಂದ ಸಂಘಟಿತರಾಗಿ ಆರ್ಥಿಕವಾಗಿ ಸಬಲರಾಗಬೇಕು ಎಂದು ಅಪರ ಜಿಲ್ಲಾಧಿಕಾರಿ ಡಾ. ಎನ್. ಭಾಸ್ಕರ್ ಅವರು ಕರೆ ನೀಡಿದರು. <box>209 435 383 504</box>
story-dateline: ರಾಮನಗರ: <box>4 857 29 866</box>
story-text: ಚಿಕ್ಕಬಳ್ಳಾಪುರ ಜಿಲ್ಲಾಡಳಿತ ಹಾಗು ಜಿಲ್ಲಾ ಆರೋಗ್ಯ ಇಲಾಖೆಯ ಸಹಯೋಗದಲ್ಲಿ ಜಿಲ್ಲಾಧಿಕಾರಿ ಕಚೇರಿ ಆವರಣದಲ್ಲಿ ಸಾರ್ವಜನಿಕರಿಗಾಗಿ ಉಚಿತ ಆರೋಗ್ಯ ಜಾಗೃತಿ ತಪಾಸಣಾ ಶಿಬಿರವನ್ನು ಏರ್ಪಡಿಸಲಾಗಿತ್ತು. ಶಿಬಿರದಲ್ಲಿ ರಕ್ತದೊತ್ತಡ, ಮಧುಮೇಹ, ಕಣ್ಣಿನ ತಪಾಸಣೆ ನಡೆಸಲಾಯಿತು. ಜಿಲ್ಲಾ ಆರೋಗ್ಯ ಮತ್ತು ಕುಟುಂಬ ಕಲ್ಯಾಣಾಧಿಕಾರಿ ಅವರು ಶಿಬಿರವನ್ನು ಉದ್ಘಾಟಿಸಿದರು. ಜಿಲ್ಲಾ ಮಟ್ಟದ ಅಧಿಕಾರಿಗಳು ಹಾಗೂ ಸಿಬ್ಬಂದಿ ಆರೋಗ್ಯ ತಪಾಸಣೆ ಮಾಡಿಸಿಕೊಂಡರು. ಪತ್ರಿಕೆಗೆ ಸಂಬಂಧಿಸಿದ ವಿವರಣೆಗಳು ಇದ್ದವು. <box>755 373 943 433</box>
story-headline[interactable]: ಆರೋಗ್ಯ ಜಾಗೃತಿ ತಪಾಸಣೆ <box>755 349 902 369</box>
